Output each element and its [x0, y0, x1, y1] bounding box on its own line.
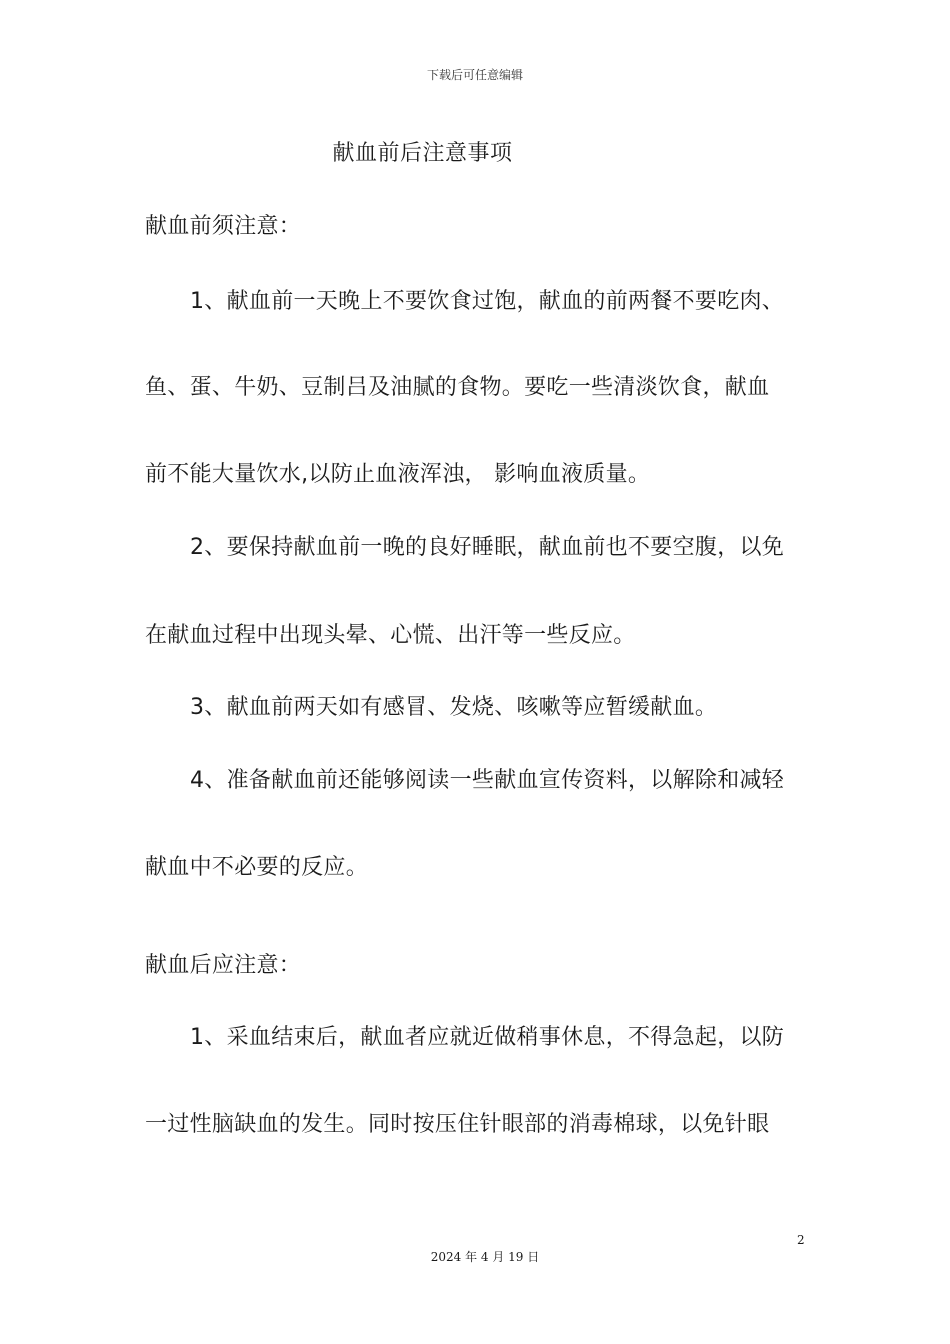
section-heading-after: 献血后应注意：	[145, 953, 302, 978]
paragraph-line: 2、要保持献血前一晚的良好睡眠，献血前也不要空腹，以免	[190, 535, 785, 560]
paragraph-line: 鱼、蛋、牛奶、豆制吕及油腻的食物。要吃一些清淡饮食，献血	[145, 375, 770, 400]
paragraph-line: 前不能大量饮水,以防止血液浑浊， 影响血液质量。	[145, 462, 651, 487]
document-title: 献血前后注意事项	[332, 141, 513, 166]
paragraph-line: 1、献血前一天晚上不要饮食过饱，献血的前两餐不要吃肉、	[190, 289, 785, 314]
header-note: 下载后可任意编辑	[426, 68, 523, 82]
paragraph-line: 在献血过程中出现头晕、心慌、出汗等一些反应。	[145, 623, 636, 648]
paragraph-line: 一过性脑缺血的发生。同时按压住针眼部的消毒棉球，以免针眼	[145, 1112, 770, 1137]
paragraph-line: 献血中不必要的反应。	[145, 855, 369, 880]
paragraph-line: 1、采血结束后，献血者应就近做稍事休息，不得急起，以防	[190, 1025, 785, 1050]
section-heading-before: 献血前须注意：	[145, 214, 302, 239]
page-number: 2	[797, 1233, 805, 1247]
footer-date: 2024 年 4 月 19 日	[430, 1250, 540, 1264]
paragraph-line: 3、献血前两天如有感冒、发烧、咳嗽等应暂缓献血。	[190, 695, 718, 720]
paragraph-line: 4、准备献血前还能够阅读一些献血宣传资料，以解除和减轻	[190, 768, 785, 793]
